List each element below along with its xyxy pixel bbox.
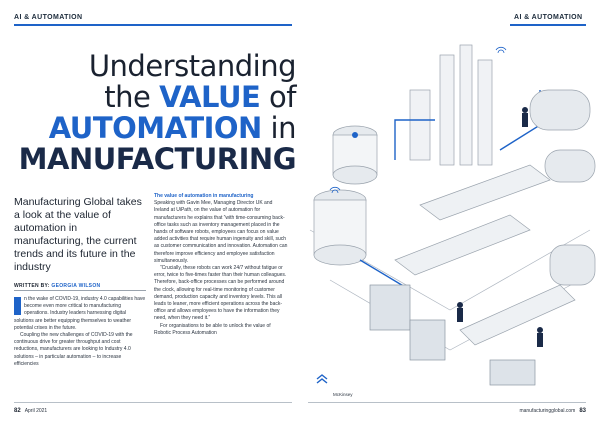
title-line-4: MANUFACTURING	[18, 142, 296, 176]
distillation-columns	[410, 45, 492, 165]
byline-author: GEORGIA WILSON	[51, 283, 101, 289]
title-word-automation: AUTOMATION	[48, 111, 262, 145]
title-word-of: of	[260, 80, 296, 114]
drop-cap-mark	[14, 297, 21, 315]
title-line-2	[14, 80, 296, 114]
column2-paragraph-3: For organisations to be able to unlock the value of Robotic Process Automation	[154, 322, 271, 336]
byline-divider	[14, 290, 146, 291]
machine-blocks	[370, 285, 535, 385]
column1-paragraph-2: Coupling the new challenges of COVID-19 with the continuous drive for greater throughput and cost reductions, manufacturers are looking to Industry 4.0 solutions – in particular automation – to increase efficiencies	[14, 332, 133, 367]
factory-illustration	[300, 30, 600, 395]
section-tag-right: AI & AUTOMATION	[514, 14, 583, 21]
title-word-in: in	[261, 111, 296, 145]
footer-left	[14, 408, 47, 414]
column2-subheading: The value of automation in manufacturing	[154, 193, 254, 199]
page-number-right: 83	[579, 408, 586, 414]
column2-paragraph-1: Speaking with Gavin Mee, Managing Director UK and Ireland at UiPath, on the value of automation for manufacturers he explains that “with time-consuming back-office tasks such as inventory management placed in the hands of software robots, employees can focus on value added activities that require human ingenuity and skill, such as customer communication and innovation. Automation can therefore improve efficiency and employee satisfaction simultaneously.	[154, 200, 288, 264]
article-column-2	[154, 193, 288, 337]
mckinsey-logo-icon	[316, 373, 328, 387]
page-title	[14, 49, 296, 176]
tanks-right	[530, 90, 595, 285]
header-divider-right	[510, 24, 586, 26]
page-number-left: 82	[14, 408, 21, 414]
title-line-3	[14, 111, 296, 145]
footer-right	[519, 408, 586, 414]
issue-date: April 2021	[24, 408, 48, 414]
conveyor-line	[395, 165, 575, 345]
section-tag-left: AI & AUTOMATION	[14, 14, 83, 21]
site-url: manufacturingglobal.com	[519, 408, 576, 414]
footer-divider-left	[14, 402, 292, 403]
standfirst: Manufacturing Global takes a look at the value of automation in manufacturing, the current trends and its future in the industry	[14, 196, 142, 273]
credit-name: McKinsey	[333, 392, 353, 397]
column1-paragraph-1: n the wake of COVID-19, industry 4.0 capabilities have become even more critical to manufacturing operations. Industry leaders harnessing digital solutions are better equipping themselves to weather potential crises in the future.	[14, 296, 146, 331]
column2-paragraph-2: “Crucially, these robots can work 24/7 without fatigue or error, twice to five-times faster than their human colleagues. Therefore, back-office processes can be performed around the clock, allowing for real-time monitoring of customer demand, production capacity and inventory levels. This all leads to leaner, more efficient operations across the back-office and allows employees to have the information they need, when they need it.”	[154, 265, 287, 322]
byline	[14, 283, 100, 289]
silo-left-lower	[314, 190, 366, 265]
footer-divider-right	[308, 402, 586, 403]
article-column-1	[14, 296, 146, 368]
title-line-1: Understanding	[88, 49, 296, 83]
title-word-value: VALUE	[159, 80, 261, 114]
silo-left	[333, 126, 377, 184]
byline-label: WRITTEN BY:	[14, 283, 52, 289]
header-divider-left	[14, 24, 292, 26]
title-word-the: the	[104, 80, 160, 114]
